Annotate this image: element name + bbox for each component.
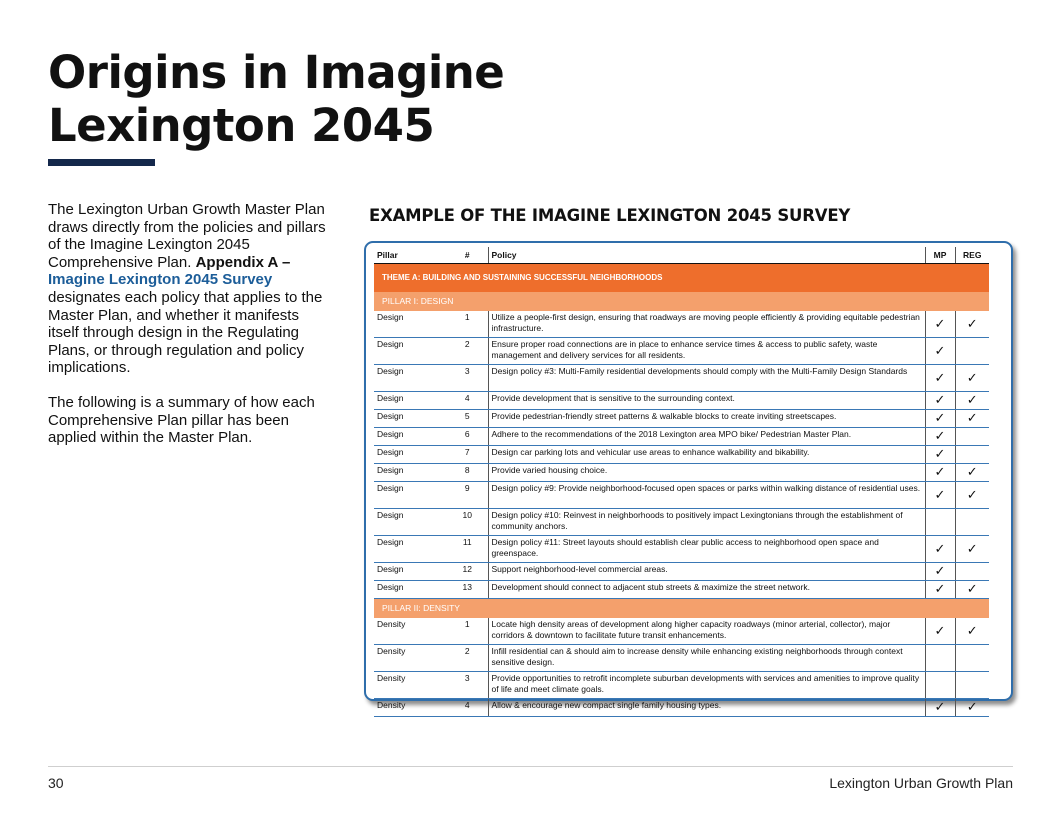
header-reg: REG bbox=[955, 247, 989, 264]
row-policy: Allow & encourage new compact single family housing types. bbox=[488, 699, 925, 717]
check-icon: ✓ bbox=[934, 446, 946, 462]
page-title-line-1: Origins in Imagine bbox=[48, 46, 505, 99]
footer-divider bbox=[48, 766, 1013, 767]
row-number: 12 bbox=[447, 563, 488, 581]
row-mp-cell bbox=[925, 365, 955, 392]
row-pillar: Density bbox=[374, 672, 447, 699]
row-pillar: Design bbox=[374, 563, 447, 581]
intro-text bbox=[48, 201, 328, 464]
pillar-density-label: PILLAR II: DENSITY bbox=[374, 599, 989, 619]
row-reg-cell bbox=[955, 618, 989, 645]
row-reg-cell bbox=[955, 672, 989, 699]
table-row bbox=[374, 338, 989, 365]
row-mp-cell bbox=[925, 509, 955, 536]
row-reg-cell bbox=[955, 338, 989, 365]
row-policy: Adhere to the recommendations of the 2018 Lexington area MPO bike/ Pedestrian Master Plan. bbox=[488, 428, 925, 446]
row-reg-cell bbox=[955, 365, 989, 392]
theme-row bbox=[374, 264, 989, 293]
row-reg-cell bbox=[955, 410, 989, 428]
row-mp-cell bbox=[925, 428, 955, 446]
appendix-label: Appendix A – bbox=[195, 253, 291, 271]
check-icon: ✓ bbox=[934, 315, 946, 331]
row-mp-cell bbox=[925, 482, 955, 509]
row-pillar: Design bbox=[374, 338, 447, 365]
row-policy: Locate high density areas of development along higher capacity roadways (minor arterial, collector), major corridors & downtown to facilitate future transit enhancements. bbox=[488, 618, 925, 645]
page-title-line-2: Lexington 2045 bbox=[48, 99, 435, 152]
row-pillar: Design bbox=[374, 464, 447, 482]
check-icon: ✓ bbox=[934, 581, 946, 597]
row-mp-cell bbox=[925, 464, 955, 482]
table-header-row bbox=[374, 247, 989, 264]
header-pillar: Pillar bbox=[374, 247, 447, 264]
row-pillar: Density bbox=[374, 699, 447, 717]
table-row bbox=[374, 699, 989, 717]
row-policy: Utilize a people-first design, ensuring that roadways are moving people efficiently & providing equitable pedestrian infrastructure. bbox=[488, 311, 925, 338]
row-policy: Infill residential can & should aim to increase density while enhancing existing neighborhoods through context sensitive design. bbox=[488, 645, 925, 672]
check-icon: ✓ bbox=[966, 581, 978, 597]
row-policy: Provide pedestrian-friendly street patterns & walkable blocks to create inviting streetscapes. bbox=[488, 410, 925, 428]
row-policy: Design car parking lots and vehicular use areas to enhance walkability and bikability. bbox=[488, 446, 925, 464]
row-policy: Development should connect to adjacent stub streets & maximize the street network. bbox=[488, 581, 925, 599]
row-number: 11 bbox=[447, 536, 488, 563]
row-reg-cell bbox=[955, 482, 989, 509]
theme-label: THEME A: BUILDING AND SUSTAINING SUCCESSFUL NEIGHBORHOODS bbox=[374, 264, 989, 293]
row-mp-cell bbox=[925, 338, 955, 365]
row-pillar: Design bbox=[374, 365, 447, 392]
row-policy: Design policy #10: Reinvest in neighborhoods to positively impact Lexingtonians through the establishment of community anchors. bbox=[488, 509, 925, 536]
row-mp-cell bbox=[925, 446, 955, 464]
table-row bbox=[374, 482, 989, 509]
row-pillar: Design bbox=[374, 509, 447, 536]
row-pillar: Design bbox=[374, 581, 447, 599]
row-number: 3 bbox=[447, 672, 488, 699]
header-policy: Policy bbox=[488, 247, 925, 264]
table-row bbox=[374, 509, 989, 536]
table-row bbox=[374, 428, 989, 446]
row-policy: Provide development that is sensitive to the surrounding context. bbox=[488, 392, 925, 410]
row-number: 1 bbox=[447, 311, 488, 338]
row-policy: Ensure proper road connections are in place to enhance service times & access to public safety, waste management and delivery services for all residents. bbox=[488, 338, 925, 365]
check-icon: ✓ bbox=[934, 428, 946, 444]
row-mp-cell bbox=[925, 581, 955, 599]
row-number: 2 bbox=[447, 645, 488, 672]
check-icon: ✓ bbox=[966, 392, 978, 408]
table-row bbox=[374, 365, 989, 392]
table-row bbox=[374, 392, 989, 410]
row-reg-cell bbox=[955, 428, 989, 446]
table-row bbox=[374, 311, 989, 338]
row-number: 7 bbox=[447, 446, 488, 464]
row-pillar: Design bbox=[374, 311, 447, 338]
check-icon: ✓ bbox=[934, 563, 946, 579]
row-policy: Provide opportunities to retrofit incomplete suburban developments with services and amenities to improve quality of life and meet climate goals. bbox=[488, 672, 925, 699]
row-mp-cell bbox=[925, 645, 955, 672]
table-row bbox=[374, 581, 989, 599]
row-policy: Design policy #3: Multi-Family residential developments should comply with the Multi-Family Design Standards bbox=[488, 365, 925, 392]
row-mp-cell bbox=[925, 410, 955, 428]
row-reg-cell bbox=[955, 581, 989, 599]
row-number: 4 bbox=[447, 392, 488, 410]
row-number: 5 bbox=[447, 410, 488, 428]
row-pillar: Design bbox=[374, 392, 447, 410]
row-number: 13 bbox=[447, 581, 488, 599]
check-icon: ✓ bbox=[934, 392, 946, 408]
row-reg-cell bbox=[955, 563, 989, 581]
row-pillar: Design bbox=[374, 536, 447, 563]
row-policy: Design policy #11: Street layouts should establish clear public access to neighborhood open space and greenspace. bbox=[488, 536, 925, 563]
survey-heading: EXAMPLE OF THE IMAGINE LEXINGTON 2045 SURVEY bbox=[369, 206, 851, 225]
page-title bbox=[48, 46, 504, 152]
intro-paragraph-1 bbox=[48, 201, 328, 377]
check-icon: ✓ bbox=[966, 486, 978, 502]
check-icon: ✓ bbox=[966, 622, 978, 638]
title-underline bbox=[48, 159, 155, 166]
row-mp-cell bbox=[925, 563, 955, 581]
row-policy: Support neighborhood-level commercial areas. bbox=[488, 563, 925, 581]
table-row bbox=[374, 446, 989, 464]
check-icon: ✓ bbox=[934, 410, 946, 426]
row-mp-cell bbox=[925, 618, 955, 645]
row-pillar: Design bbox=[374, 446, 447, 464]
check-icon: ✓ bbox=[966, 369, 978, 385]
table-row bbox=[374, 645, 989, 672]
table-row bbox=[374, 464, 989, 482]
row-number: 3 bbox=[447, 365, 488, 392]
table-row bbox=[374, 536, 989, 563]
row-mp-cell bbox=[925, 672, 955, 699]
check-icon: ✓ bbox=[934, 699, 946, 715]
row-pillar: Density bbox=[374, 645, 447, 672]
row-mp-cell bbox=[925, 311, 955, 338]
row-reg-cell bbox=[955, 536, 989, 563]
pillar-density-row bbox=[374, 599, 989, 619]
row-reg-cell bbox=[955, 509, 989, 536]
check-icon: ✓ bbox=[934, 342, 946, 358]
pillar-design-label: PILLAR I: DESIGN bbox=[374, 292, 989, 311]
row-pillar: Density bbox=[374, 618, 447, 645]
table-row bbox=[374, 618, 989, 645]
row-number: 4 bbox=[447, 699, 488, 717]
row-pillar: Design bbox=[374, 482, 447, 509]
row-number: 2 bbox=[447, 338, 488, 365]
check-icon: ✓ bbox=[966, 315, 978, 331]
row-policy: Provide varied housing choice. bbox=[488, 464, 925, 482]
row-number: 6 bbox=[447, 428, 488, 446]
row-pillar: Design bbox=[374, 428, 447, 446]
row-number: 8 bbox=[447, 464, 488, 482]
row-reg-cell bbox=[955, 699, 989, 717]
row-reg-cell bbox=[955, 446, 989, 464]
check-icon: ✓ bbox=[966, 464, 978, 480]
page-number: 30 bbox=[48, 775, 64, 791]
row-number: 1 bbox=[447, 618, 488, 645]
row-number: 10 bbox=[447, 509, 488, 536]
check-icon: ✓ bbox=[934, 464, 946, 480]
survey-table bbox=[374, 247, 989, 717]
table-row bbox=[374, 672, 989, 699]
intro-p1-text: The Lexington Urban Growth Master Plan draws directly from the policies and pillars of the Imagine Lexington 2045 Comprehensive Plan. bbox=[48, 201, 326, 271]
row-number: 9 bbox=[447, 482, 488, 509]
row-reg-cell bbox=[955, 392, 989, 410]
pillar-design-row bbox=[374, 292, 989, 311]
intro-p1-text-cont: designates each policy that applies to the Master Plan, and whether it manifests itself through design in the Regulating Plans, or through regulation and policy implications. bbox=[48, 288, 323, 377]
survey-link[interactable]: Imagine Lexington 2045 Survey bbox=[48, 271, 273, 289]
check-icon: ✓ bbox=[934, 540, 946, 556]
row-reg-cell bbox=[955, 464, 989, 482]
footer-title: Lexington Urban Growth Plan bbox=[829, 775, 1013, 791]
intro-paragraph-2: The following is a summary of how each Comprehensive Plan pillar has been applied within the Master Plan. bbox=[48, 393, 315, 447]
row-mp-cell bbox=[925, 536, 955, 563]
check-icon: ✓ bbox=[966, 410, 978, 426]
check-icon: ✓ bbox=[934, 622, 946, 638]
table-row bbox=[374, 410, 989, 428]
table-row bbox=[374, 563, 989, 581]
check-icon: ✓ bbox=[966, 699, 978, 715]
header-number: # bbox=[447, 247, 488, 264]
row-reg-cell bbox=[955, 645, 989, 672]
survey-body bbox=[374, 264, 989, 717]
header-mp: MP bbox=[925, 247, 955, 264]
row-pillar: Design bbox=[374, 410, 447, 428]
row-mp-cell bbox=[925, 392, 955, 410]
row-reg-cell bbox=[955, 311, 989, 338]
row-policy: Design policy #9: Provide neighborhood-focused open spaces or parks within walking distance of residential uses. bbox=[488, 482, 925, 509]
row-mp-cell bbox=[925, 699, 955, 717]
check-icon: ✓ bbox=[934, 369, 946, 385]
survey-card bbox=[364, 241, 1013, 715]
check-icon: ✓ bbox=[966, 540, 978, 556]
check-icon: ✓ bbox=[934, 486, 946, 502]
